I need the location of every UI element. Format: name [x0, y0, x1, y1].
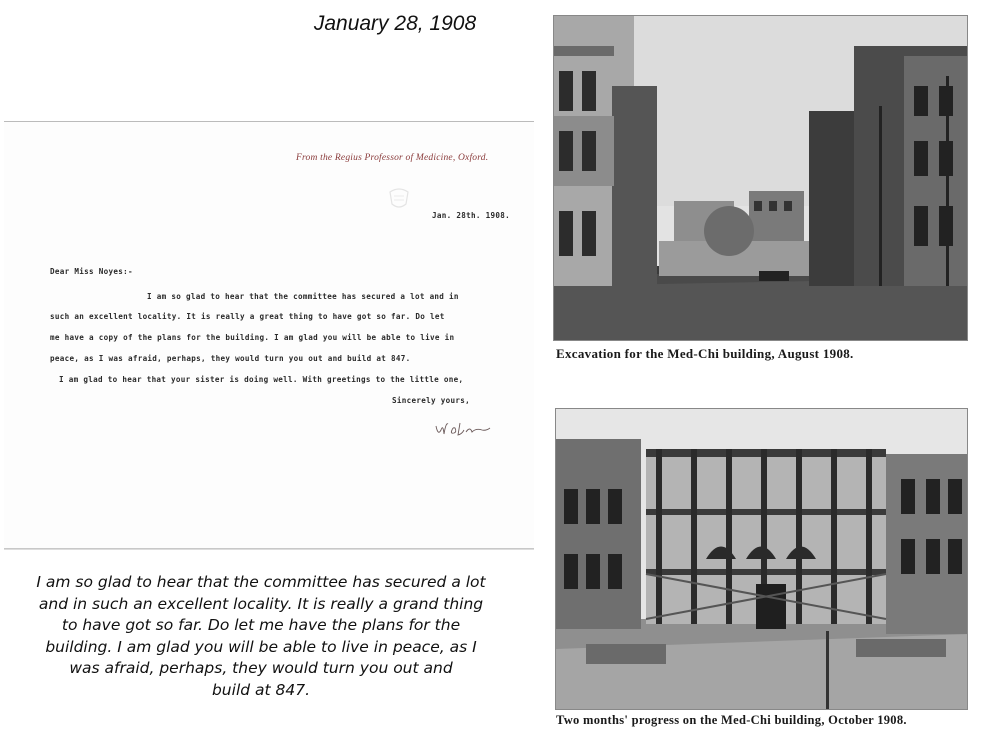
signature	[434, 418, 494, 440]
excavation-photo	[553, 15, 968, 341]
construction-photo	[555, 408, 968, 710]
letter-transcription	[22, 572, 500, 701]
transcription-line: I am so glad to hear that the committee has secured a lot	[36, 573, 486, 591]
letter-line: peace, as I was afraid, perhaps, they would turn you out and build at 847.	[50, 354, 411, 363]
crest-emblem-icon	[384, 184, 414, 214]
letter-line: I am so glad to hear that the committee has secured a lot and in	[147, 292, 459, 301]
excavation-caption: Excavation for the Med-Chi building, August 1908.	[556, 346, 854, 361]
letter-date: Jan. 28th. 1908.	[432, 211, 510, 220]
date-title: January 28, 1908	[313, 12, 477, 35]
letter-line: such an excellent locality. It is really a great thing to have got so far. Do let	[50, 312, 445, 321]
letter-line: I am glad to hear that your sister is doing well. With greetings to the little one,	[59, 375, 464, 384]
letterhead: From the Regius Professor of Medicine, Oxford.	[296, 153, 489, 163]
construction-caption: Two months' progress on the Med-Chi building, October 1908.	[556, 713, 907, 727]
letter-scan	[4, 121, 534, 549]
letter-salutation: Dear Miss Noyes:-	[50, 267, 133, 276]
transcription-line: and in such an excellent locality. It is really a grand thing	[38, 594, 484, 613]
letter-closing: Sincerely yours,	[392, 396, 470, 405]
letter-line: me have a copy of the plans for the building. I am glad you will be able to live in	[50, 333, 455, 342]
transcription-line: to have got so far. Do let me have the plans for the	[61, 616, 461, 634]
transcription-line: build at 847.	[211, 680, 311, 699]
transcription-line: building. I am glad you will be able to live in peace, as I	[45, 637, 477, 656]
transcription-line: was afraid, perhaps, they would turn you out and	[69, 659, 453, 677]
